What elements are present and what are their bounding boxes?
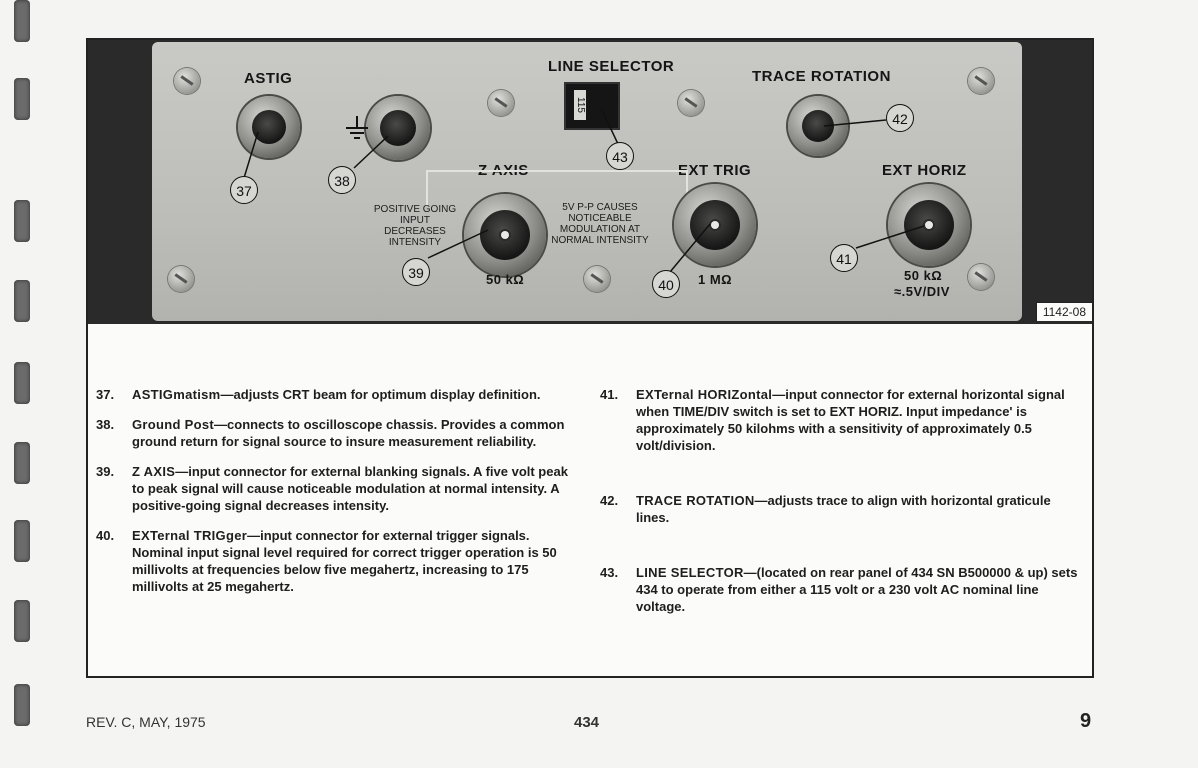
description-number: 40. [96,528,115,543]
description-term: LINE SELECTOR [636,565,744,580]
binding-hole [14,362,30,404]
description-number: 38. [96,417,115,432]
ext-horiz-impedance: 50 kΩ [904,268,943,283]
binding-hole [14,0,30,42]
descriptions-right-column [592,386,1082,615]
page-number: 9 [1080,710,1092,732]
description-text: —input connector for external trigger signals. Nominal input signal level required for correct trigger operation is 50 millivolts at frequencies below five megahertz, increasing to 175 millivolts at 25 megahertz. [132,528,557,594]
description-41 [592,386,1082,454]
z-axis-left-note: POSITIVE GOING INPUT DECREASES INTENSITY [373,204,457,248]
z-axis-label: Z AXIS [478,162,529,179]
description-number: 37. [96,387,115,402]
description-number: 43. [600,565,619,580]
manual-page-frame [86,38,1094,678]
description-term: Ground Post [132,417,215,432]
binding-hole [14,442,30,484]
description-text: —connects to oscilloscope chassis. Provides a common ground return for signal source to insure measurement reliability. [132,417,565,449]
footer-model: 434 [574,714,600,731]
callout-39: 39 [402,258,430,286]
description-39 [88,463,578,514]
description-text: —adjusts trace to align with horizontal graticule lines. [636,493,1051,525]
callout-37: 37 [230,176,258,204]
binding-hole [14,200,30,242]
astig-label: ASTIG [244,70,293,87]
ext-horiz-sensitivity: ≈.5V/DIV [894,284,950,299]
binding-hole [14,684,30,726]
description-text: —input connector for external horizontal signal when TIME/DIV switch is set to EXT HORIZ. Input impedance' is approximately 50 kilohms with a sensitivity of approximately 0.5 volt/division. [636,387,1065,453]
descriptions-left-column [88,386,578,595]
z-axis-right-note: 5V P-P CAUSES NOTICEABLE MODULATION AT NORMAL INTENSITY [551,202,649,246]
description-term: TRACE ROTATION [636,493,755,508]
footer-revision: REV. C, MAY, 1975 [86,714,206,730]
callout-41: 41 [830,244,858,272]
z-axis-impedance: 50 kΩ [486,272,525,287]
ext-trig-label: EXT TRIG [678,162,752,179]
ext-horiz-label: EXT HORIZ [882,162,967,179]
description-40 [88,527,578,595]
line-selector-lever: 115 [574,90,586,120]
description-number: 42. [600,493,619,508]
description-42 [592,492,1082,526]
description-term: EXTernal TRIGger [132,528,248,543]
description-term: ASTIGmatism [132,387,221,402]
trace-rotation-label: TRACE ROTATION [752,68,891,85]
description-37 [88,386,578,403]
description-term: Z AXIS [132,464,176,479]
description-43 [592,564,1082,615]
description-38 [88,416,578,450]
callout-40: 40 [652,270,680,298]
callout-43: 43 [606,142,634,170]
line-selector-label: LINE SELECTOR [548,58,675,75]
callout-42: 42 [886,104,914,132]
ext-trig-impedance: 1 MΩ [698,272,733,287]
description-term: EXTernal HORIZontal [636,387,773,402]
callout-38: 38 [328,166,356,194]
binding-hole [14,520,30,562]
description-text: —adjusts CRT beam for optimum display definition. [220,387,541,402]
binding-hole [14,78,30,120]
binding-hole [14,280,30,322]
figure-number: 1142-08 [1036,302,1092,321]
rear-panel-photo [88,40,1092,324]
description-number: 41. [600,387,619,402]
binding-hole [14,600,30,642]
description-text: —(located on rear panel of 434 SN B500000 & up) sets 434 to operate from either a 115 volt or a 230 volt AC nominal line voltage. [636,565,1078,614]
description-number: 39. [96,464,115,479]
description-text: —input connector for external blanking signals. A five volt peak to peak signal will cause noticeable modulation at normal intensity. A positive-going signal decreases intensity. [132,464,568,513]
